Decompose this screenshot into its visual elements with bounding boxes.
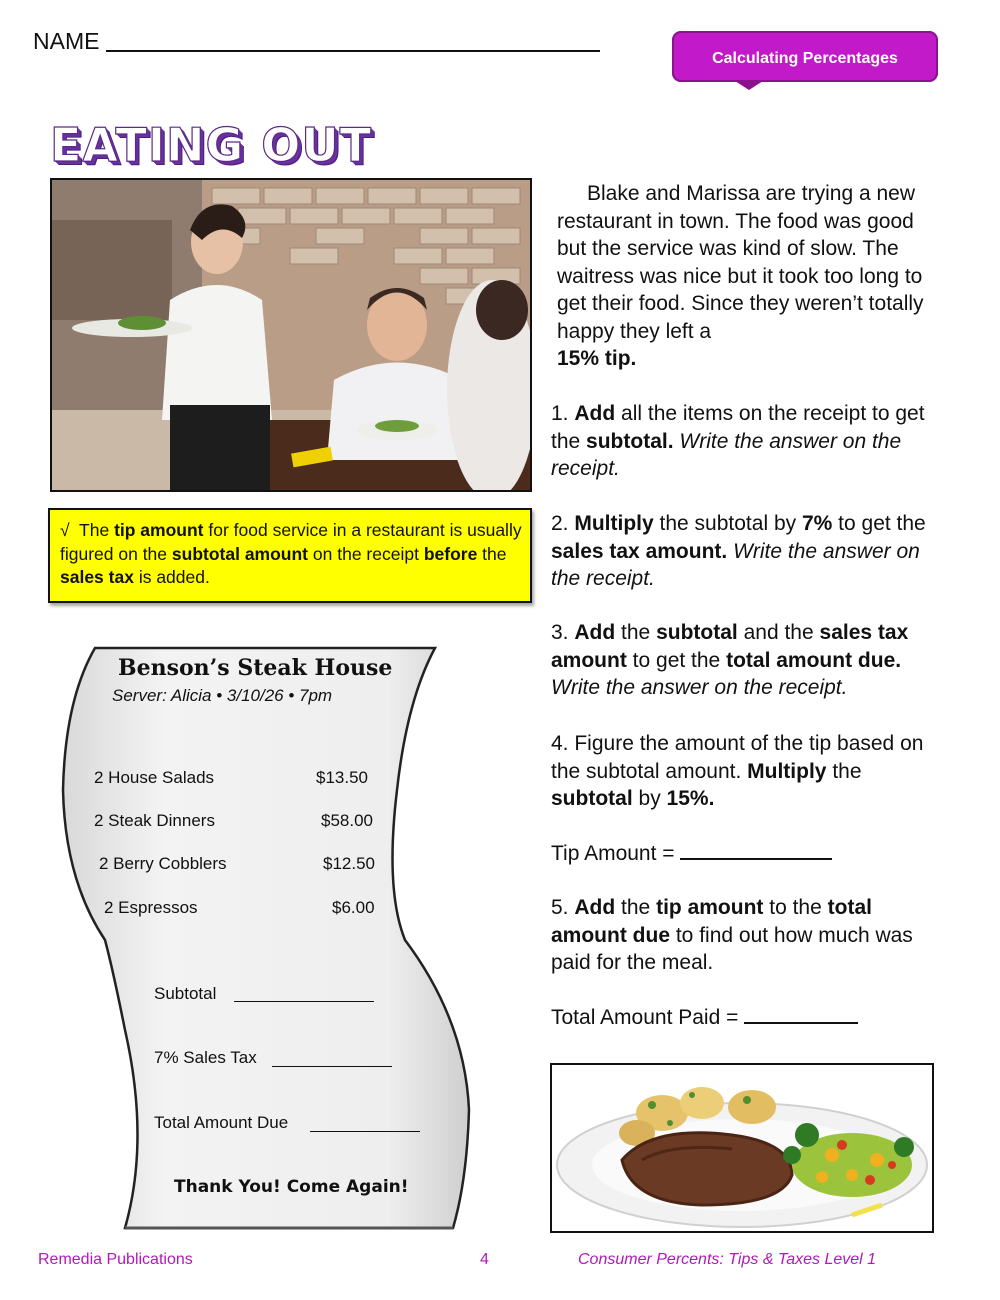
receipt-subtotal-label: Subtotal [154,984,217,1003]
step-5: 5. Add the tip amount to the total amount due to find out how much was paid for the meal. [551,896,913,974]
topic-tab-pointer [735,81,763,90]
footer-series-title: Consumer Percents: Tips & Taxes Level 1 [578,1251,877,1268]
receipt-item-name: 2 Berry Cobblers [99,854,227,873]
topic-tab: Calculating Percentages [672,31,938,82]
restaurant-photo [50,178,532,492]
step-4: 4. Figure the amount of the tip based on the subtotal amount. Multiply the subtotal by 15%. [551,732,924,810]
receipt-subtotal-blank[interactable] [234,1001,374,1002]
receipt-server-line: Server: Alicia • 3/10/26 • 7pm [112,686,333,705]
name-blank-line[interactable] [106,50,600,52]
receipt-tax-blank[interactable] [272,1066,392,1067]
total-paid-blank[interactable] [744,1004,858,1024]
receipt-item-price: $13.50 [316,768,368,787]
receipt-item-name: 2 House Salads [94,768,215,787]
tip-amount-blank[interactable] [680,840,832,860]
receipt-thank-you: Thank You! Come Again! [174,1177,409,1197]
check-icon: √ [60,520,70,540]
receipt-restaurant-name: Benson’s Steak House [118,655,393,681]
receipt-item-price: $58.00 [321,811,373,830]
steak-photo [550,1063,934,1233]
story-tip-rate: 15% tip. [557,347,637,370]
step-3: 3. Add the subtotal and the sales tax amount to get the total amount due. Write the answer on the receipt. [551,621,909,699]
step-2: 2. Multiply the subtotal by 7% to get the sales tax amount. Write the answer on the receipt. [551,512,926,590]
footer-publisher: Remedia Publications [38,1251,193,1268]
receipt-total-blank[interactable] [310,1131,420,1132]
tip-amount-label: Tip Amount = [551,842,675,865]
receipt-paper [55,640,475,1240]
receipt-item-name: 2 Steak Dinners [94,811,215,830]
footer-page-number: 4 [480,1251,489,1268]
story-paragraph [557,180,932,373]
tip-note-box: √ The tip amount for food service in a restaurant is usually figured on the subtotal amount on the receipt before the sales tax is added. [48,508,532,603]
receipt-item-price: $6.00 [332,898,375,917]
story-text: Blake and Marissa are trying a new restaurant in town. The food was good but the service was kind of slow. The waitress was nice but it took too long to get their food. Since they weren’t totally happy they left a [557,182,924,343]
step-1: 1. Add all the items on the receipt to get the subtotal. Write the answer on the receipt. [551,402,925,480]
receipt-item-price: $12.50 [323,854,375,873]
tip-amount-line [551,840,936,868]
page-title: EATING OUT [50,118,373,172]
name-label: NAME [33,28,100,54]
total-paid-line [551,1004,936,1032]
total-paid-label: Total Amount Paid = [551,1006,739,1029]
receipt-tax-label: 7% Sales Tax [154,1048,257,1067]
receipt-total-label: Total Amount Due [154,1113,289,1132]
receipt-item-name: 2 Espressos [104,898,198,917]
